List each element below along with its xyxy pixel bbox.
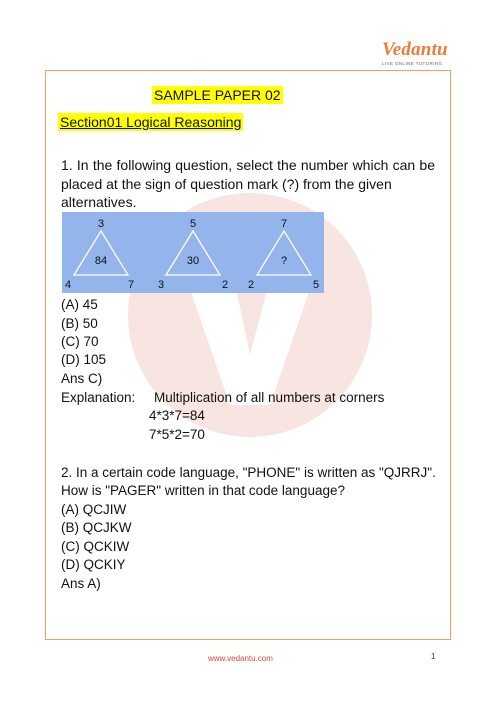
q2-option-b: (B) QCJKW <box>61 520 132 535</box>
q1-work-line-2: 7*5*2=70 <box>149 427 205 442</box>
q1-option-a: (A) 45 <box>61 297 98 312</box>
t2-top: 5 <box>189 218 197 230</box>
question-2-line-1: 2. In a certain code language, "PHONE" is written as "QJRRJ". <box>61 465 436 480</box>
t2-right: 2 <box>221 279 229 291</box>
q1-option-b: (B) 50 <box>61 316 98 331</box>
q2-answer: Ans A) <box>61 576 101 591</box>
q1-option-c: (C) 70 <box>61 334 99 349</box>
triangle-3 <box>257 231 311 275</box>
t3-center: ? <box>280 255 288 267</box>
t1-left: 4 <box>64 279 72 291</box>
q2-option-a: (A) QCJIW <box>61 502 127 517</box>
triangle-2 <box>166 231 220 275</box>
footer-url[interactable]: www.vedantu.com <box>208 654 273 663</box>
q1-explanation-text: Multiplication of all numbers at corners <box>154 390 385 405</box>
t2-center: 30 <box>186 255 200 267</box>
q1-work-line-1: 4*3*7=84 <box>149 408 205 423</box>
triangle-figure <box>62 212 324 293</box>
t3-right: 5 <box>312 279 320 291</box>
q2-option-d: (D) QCKIY <box>61 557 126 572</box>
logo-wordmark: Vedantu <box>382 39 448 60</box>
q1-answer: Ans C) <box>61 371 103 386</box>
t3-left: 2 <box>247 279 255 291</box>
q1-explanation-label: Explanation: <box>61 390 136 405</box>
triangle-1 <box>74 231 128 275</box>
question-1-stem-end: alternatives. <box>61 194 137 210</box>
question-2-line-2: How is "PAGER" written in that code language? <box>61 483 345 498</box>
t1-center: 84 <box>94 255 108 267</box>
logo-tagline: LIVE ONLINE TUTORING <box>382 61 443 66</box>
question-1-stem: 1. In the following question, select the number which can be placed at the sign of question mark (?) from the given <box>61 157 435 192</box>
page-number: 1 <box>431 652 436 661</box>
q1-option-d: (D) 105 <box>61 352 107 367</box>
page-title: SAMPLE PAPER 02 <box>154 87 281 103</box>
t1-top: 3 <box>97 218 105 230</box>
question-1-text <box>61 156 435 194</box>
t3-top: 7 <box>280 218 288 230</box>
t2-left: 3 <box>157 279 165 291</box>
vedantu-logo <box>382 40 462 66</box>
triangles-diagram <box>62 212 324 293</box>
t1-right: 7 <box>127 279 135 291</box>
q2-option-c: (C) QCKIW <box>61 539 130 554</box>
section-heading: Section01 Logical Reasoning <box>60 114 242 130</box>
